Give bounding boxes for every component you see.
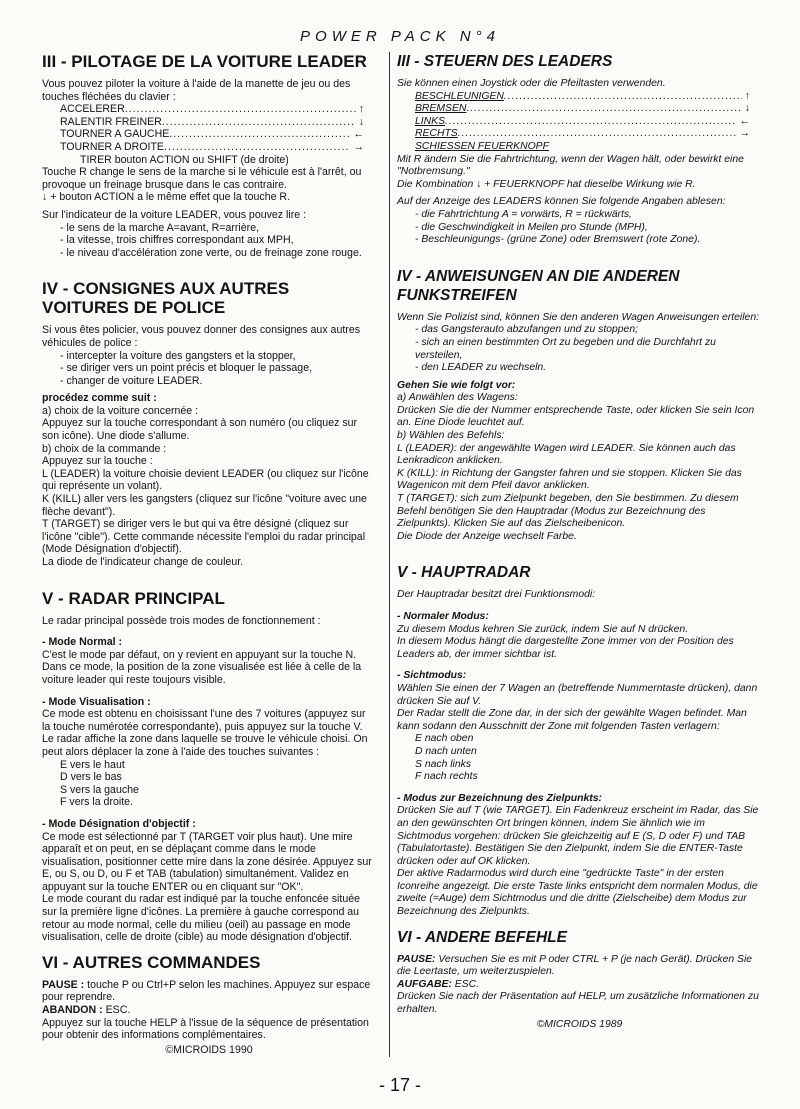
subheading: procédez comme suit : [42, 392, 157, 405]
paragraph: Wenn Sie Polizist sind, können Sie den anderen Wagen Anweisungen erteilen: [397, 311, 759, 323]
leader-dots [164, 141, 350, 154]
list-item: F vers la droite. [60, 796, 134, 809]
paragraph: Drücken Sie auf T (wie TARGET). Ein Fadenkreuz erscheint im Radar, das Sie an den gewünschten Ort bringen können, indem Sie ähnlich wie im Sichtmodus vorgehen: drücken Sie gleichzeitig auf E (S, D oder F) und TAB (Tabulatortaste). Bestätigen Sie den Zielpunkt, indem Sie die ENTER-Taste drücken oder auf OK klicken. [397, 805, 759, 867]
paragraph: a) Anwählen des Wagens: [397, 392, 518, 404]
arrow-up-icon: ↑ [358, 103, 364, 116]
list-item: - das Gangsterauto abzufangen und zu stoppen; [415, 324, 638, 336]
list-item: D vers le bas [60, 771, 122, 784]
subheading: Gehen Sie wie folgt vor: [397, 379, 516, 391]
arrow-right-icon: → [739, 128, 750, 140]
leader-dots [162, 116, 356, 129]
control-row [42, 141, 376, 154]
leader-dots [169, 128, 350, 141]
arrow-up-icon: ↑ [744, 90, 750, 102]
subheading: - Modus zur Bezeichnung des Zielpunkts: [397, 792, 602, 804]
paragraph: Touche R change le sens de la marche si le véhicule est à l'arrêt, ou provoque un freinage brusque dans le cas contraire. [42, 166, 362, 191]
paragraph: Die Diode der Anzeige wechselt Farbe. [397, 530, 577, 542]
paragraph: b) Wählen des Befehls: [397, 430, 505, 442]
paragraph: b) choix de la commande : [42, 442, 167, 455]
subheading: - Mode Désignation d'objectif : [42, 817, 196, 830]
paragraph: Wählen Sie einen der 7 Wagen an (betreffende Nummerntaste drücken), dann drücken Sie auf V. [397, 682, 758, 707]
pause-label: PAUSE : [42, 978, 85, 991]
leader-dots [445, 116, 737, 129]
german-column [397, 52, 762, 1031]
paragraph: C'est le mode par défaut, on y revient en appuyant sur la touche N. [42, 648, 357, 661]
copyright: ©MICROIDS 1989 [536, 1018, 623, 1030]
paragraph: La diode de l'indicateur change de couleur. [42, 556, 244, 568]
paragraph: In diesem Modus hängt die dargestellte Zone immer von der Position des Leaders ab, der immer sichtbar ist. [397, 636, 734, 660]
paragraph [397, 979, 762, 992]
control-row [42, 128, 376, 141]
list-item: - intercepter la voiture des gangsters et la stopper, [60, 349, 296, 362]
paragraph: Der Radar stellt die Zone dar, in der sich der gewählte Wagen befindet. Man kann sodann den Ausschnitt der Zone mit folgenden Tasten verlagern: [397, 708, 747, 732]
paragraph: Der aktive Radarmodus wird durch eine "gedrückte Taste" in der ersten Iconreihe angezeigt. Die erste Taste links entspricht dem normalen Modus, die zweite (=Auge) dem Sichtmodus und die dritte (Zielscheibe) dem Modus zur Bezeichnung des Zielpunkts. [397, 868, 758, 918]
list-item: - sich an einen bestimmten Ort zu begeben und die Durchfahrt zu versteilen, [415, 336, 716, 361]
paragraph: Appuyez sur la touche : [42, 455, 153, 468]
paragraph: T (TARGET) se diriger vers le but qui va être désigné (cliquez sur l'icône "cible"). Cette commande nécessite l'emploi du radar principal (Mode Désignation d'objectif). [42, 518, 366, 556]
controls-list [397, 91, 762, 154]
subheading: - Mode Normal : [42, 636, 123, 649]
paragraph [397, 954, 762, 979]
list-item: - Beschleunigungs- (grüne Zone) oder Bremswert (rote Zone). [415, 234, 701, 246]
control-row [397, 116, 762, 129]
controls-list [42, 103, 376, 166]
page-number: - 17 - [378, 1075, 421, 1095]
subheading: - Normaler Modus: [397, 611, 489, 622]
list-item: - die Geschwindigkeit in Meilen pro Stunde (MPH), [415, 221, 648, 233]
paragraph: Le radar affiche la zone dans laquelle se trouve le véhicule choisi. On peut alors déplacer la zone à l'aide des touches suivantes : [42, 733, 368, 758]
pause-text: Versuchen Sie es mit P oder CTRL + P (je nach Gerät). Drücken Sie die Leertaste, um weiterzuspielen. [397, 953, 753, 978]
paragraph: Le mode courant du radar est indiqué par la touche enfoncée située sur la première ligne d'icônes. La première à gauche correspond au retour au mode normal, celle du milieu (oeil) au passage en mode visualisation, celle de droite (cible) au mode désignation d'objectif. [42, 893, 361, 944]
subheading: - Sichtmodus: [397, 670, 467, 682]
paragraph: Si vous êtes policier, vous pouvez donner des consignes aux autres véhicules de police : [42, 324, 361, 349]
control-row [42, 103, 376, 116]
fire-control: TIRER bouton ACTION ou SHIFT (de droite) [80, 153, 289, 166]
paragraph: Ce mode est obtenu en choisissant l'une des 7 voitures (appuyez sur la touche numérotée correspondante), puis appuyez sur la touche V. [42, 708, 366, 733]
control-label: RALENTIR FREINER [60, 115, 162, 128]
abandon-text: ESC. [102, 1004, 131, 1017]
abandon-label: AUFGABE: [397, 978, 452, 990]
list-item: E nach oben [415, 733, 474, 745]
paragraph: Sie können einen Joystick oder die Pfeiltasten verwenden. [397, 78, 666, 89]
leader-dots [458, 128, 737, 141]
paragraph: Appuyez sur la touche HELP à l'issue de la séquence de présentation pour obtenir des informations complémentaires. [42, 1016, 369, 1042]
list-item: - den LEADER zu wechseln. [415, 362, 547, 374]
fire-control: SCHIESSEN FEUERKNOPF [415, 140, 549, 152]
control-row [397, 128, 762, 141]
copyright: ©MICROIDS 1990 [165, 1043, 253, 1056]
list-item: S nach links [415, 758, 472, 770]
column-divider [389, 52, 390, 1057]
paragraph: T (TARGET): sich zum Zielpunkt begeben, den Sie bestimmen. Zu diesem Befehl benötigen Sie den Hauptradar (Modus zur Bezeichnung des Zielpunkts). Klicken Sie auf das Zielscheibenicon. [397, 493, 739, 530]
paragraph: Sur l'indicateur de la voiture LEADER, vous pouvez lire : [42, 208, 307, 221]
pause-text: touche P ou Ctrl+P selon les machines. Appuyez sur espace pour reprendre. [42, 978, 371, 1004]
paragraph: K (KILL): in Richtung der Gangster fahren und sie stoppen. Klicken Sie das Wagenicon mit dem Pfeil davor anklicken. [397, 467, 742, 492]
control-label: LINKS [415, 115, 446, 127]
arrow-down-icon: ↓ [358, 115, 364, 128]
abandon-text: ESC. [451, 978, 479, 990]
list-item: - die Fahrtrichtung A = vorwärts, R = rückwärts, [415, 208, 632, 220]
control-label: BESCHLEUNIGEN [415, 90, 504, 102]
paragraph: Dans ce mode, la position de la zone visualisée est liée à celle de la voiture leader qui reste toujours visible. [42, 661, 362, 686]
control-label: ACCELERER [60, 103, 125, 116]
abandon-label: ABANDON : [42, 1004, 103, 1017]
paragraph: Der Hauptradar besitzt drei Funktionsmodi: [397, 589, 596, 601]
arrow-left-icon: ← [739, 115, 750, 127]
paragraph: L (LEADER) la voiture choisie devient LEADER (ou cliquez sur l'icône qui représente un volant). [42, 467, 369, 493]
paragraph: Vous pouvez piloter la voiture à l'aide de la manette de jeu ou des touches fléchées du clavier : [42, 78, 351, 103]
pause-label: PAUSE: [397, 953, 436, 965]
list-item: - la vitesse, trois chiffres correspondant aux MPH, [60, 234, 294, 247]
control-row [397, 103, 762, 116]
section-title-steuern: III - STEUERN DES LEADERS [397, 53, 613, 70]
leader-dots [466, 103, 741, 116]
paragraph: Zu diesem Modus kehren Sie zurück, indem Sie auf N drücken. [397, 623, 689, 635]
list-item: D nach unten [415, 745, 477, 757]
page-header: POWER PACK N°4 [300, 28, 500, 45]
control-row [42, 116, 376, 129]
paragraph [42, 1004, 376, 1017]
subheading: - Mode Visualisation : [42, 695, 151, 708]
section-title-pilotage: III - PILOTAGE DE LA VOITURE LEADER [42, 52, 367, 71]
control-label: RECHTS [415, 128, 458, 140]
leader-dots [125, 103, 356, 116]
paragraph: Ce mode est sélectionné par T (TARGET voir plus haut). Une mire apparaît et on peut, en se déplaçant comme dans le mode visualisation, positionner cette mire dans la zone désirée. Appuyez sur E, ou S, ou D, ou F et TAB (tabulation) simultanément. Validez en appuyant sur la touche ENTER ou en cliquant sur "OK". [42, 830, 372, 893]
paragraph: Auf der Anzeige des LEADERS können Sie folgende Angaben ablesen: [397, 196, 726, 208]
control-row [397, 91, 762, 104]
paragraph: K (KILL) aller vers les gangsters (cliquez sur l'icône "voiture avec une flèche devant"). [42, 493, 367, 518]
paragraph: Drücken Sie die der Nummer entsprechende Taste, oder klicken Sie sein Icon an. Eine Diode leuchtet auf. [397, 404, 755, 429]
paragraph [42, 979, 376, 1004]
section-title-consignes: IV - CONSIGNES AUX AUTRES VOITURES DE POLICE [42, 279, 290, 318]
leader-dots [504, 91, 742, 104]
paragraph: ↓ + bouton ACTION a le même effet que la touche R. [42, 191, 291, 204]
arrow-right-icon: → [353, 140, 364, 153]
list-item: - se diriger vers un point précis et bloquer le passage, [60, 362, 313, 375]
control-label: TOURNER A DROITE [60, 140, 164, 153]
control-label: TOURNER A GAUCHE [60, 128, 170, 141]
section-title-hauptradar: V - HAUPTRADAR [397, 564, 531, 582]
section-title-autres: VI - AUTRES COMMANDES [42, 952, 261, 972]
section-title-anweisungen: IV - ANWEISUNGEN AN DIE ANDEREN FUNKSTREIFEN [397, 267, 680, 304]
paragraph: Drücken Sie nach der Präsentation auf HELP, um zusätzliche Informationen zu erhalten. [397, 991, 759, 1016]
list-item: - le niveau d'accélération zone verte, ou de freinage zone rouge. [60, 246, 362, 259]
list-item: S vers la gauche [60, 783, 139, 796]
paragraph: Mit R ändern Sie die Fahrtrichtung, wenn der Wagen hält, oder bewirkt eine "Notbremsung." [397, 153, 744, 178]
paragraph: a) choix de la voiture concernée : [42, 404, 199, 417]
section-title-radar: V - RADAR PRINCIPAL [42, 588, 225, 608]
arrow-down-icon: ↓ [744, 103, 750, 115]
section-title-andere: VI - ANDERE BEFEHLE [397, 928, 567, 946]
paragraph: Appuyez sur la touche correspondant à son numéro (ou cliquez sur son icône). Une diode s'allume. [42, 417, 358, 443]
french-column [42, 52, 376, 1056]
list-item: - changer de voiture LEADER. [60, 374, 203, 387]
list-item: - le sens de la marche A=avant, R=arrière, [60, 221, 260, 234]
list-item: F nach rechts [415, 771, 478, 783]
paragraph: Le radar principal possède trois modes de fonctionnement : [42, 614, 321, 627]
arrow-left-icon: ← [353, 128, 364, 141]
list-item: E vers le haut [60, 758, 125, 771]
paragraph: L (LEADER): der angewählte Wagen wird LEADER. Sie können auch das Lenkradicon anklicken. [397, 442, 736, 467]
paragraph: Die Kombination ↓ + FEUERKNOPF hat dieselbe Wirkung wie R. [397, 178, 696, 190]
control-label: BREMSEN [415, 103, 467, 115]
